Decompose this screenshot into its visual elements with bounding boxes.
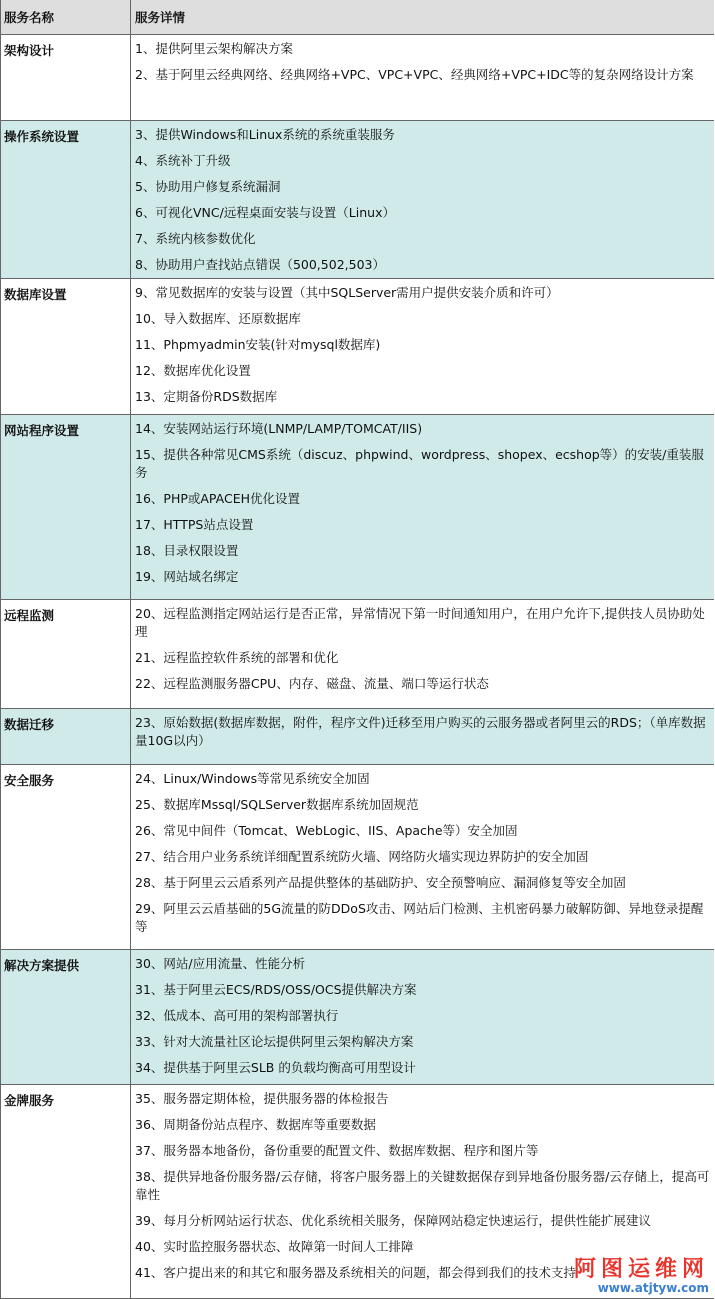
service-item: 10、导入数据库、还原数据库 (135, 311, 301, 326)
service-item: 1、提供阿里云架构解决方案 (135, 41, 293, 56)
service-item: 6、可视化VNC/远程桌面安装与设置（Linux） (135, 205, 395, 220)
service-item: 39、每月分析网站运行状态、优化系统相关服务，保障网站稳定快速运行，提供性能扩展建议 (135, 1213, 651, 1228)
service-details (131, 415, 714, 599)
service-item: 25、数据库Mssql/SQLServer数据库系统加固规范 (135, 797, 419, 812)
service-item: 38、提供异地备份服务器/云存储，将客户服务器上的关键数据保存到异地备份服务器/云存储上，提高可靠性 (135, 1169, 710, 1202)
service-details (131, 279, 714, 414)
service-item: 21、远程监控软件系统的部署和优化 (135, 650, 339, 665)
service-item: 19、网站域名绑定 (135, 569, 239, 584)
service-item: 31、基于阿里云ECS/RDS/OSS/OCS提供解决方案 (135, 982, 417, 997)
service-name: 架构设计 (1, 35, 131, 120)
service-details (131, 121, 714, 278)
table-row (1, 709, 714, 765)
service-item: 32、低成本、高可用的架构部署执行 (135, 1008, 339, 1023)
service-item: 35、服务器定期体检，提供服务器的体检报告 (135, 1091, 389, 1106)
service-item: 29、阿里云云盾基础的5G流量的防DDoS攻击、网站后门检测、主机密码暴力破解防御、异地登录提醒等 (135, 901, 704, 934)
service-item: 37、服务器本地备份，备份重要的配置文件、数据库数据、程序和图片等 (135, 1143, 539, 1158)
service-item: 2、基于阿里云经典网络、经典网络+VPC、VPC+VPC、经典网络+VPC+IDC等的复杂网络设计方案 (135, 67, 694, 82)
table-header (1, 0, 714, 35)
table-row (1, 121, 714, 279)
service-details (131, 709, 714, 764)
service-item: 14、安装网站运行环境(LNMP/LAMP/TOMCAT/IIS) (135, 421, 423, 436)
service-item: 18、目录权限设置 (135, 543, 239, 558)
service-details (131, 765, 714, 949)
service-name: 网站程序设置 (1, 415, 131, 599)
service-item: 22、远程监测服务器CPU、内存、磁盘、流量、端口等运行状态 (135, 676, 489, 691)
service-details (131, 1085, 714, 1298)
service-item: 4、系统补丁升级 (135, 153, 231, 168)
service-item: 28、基于阿里云云盾系列产品提供整体的基础防护、安全预警响应、漏洞修复等安全加固 (135, 875, 626, 890)
service-item: 34、提供基于阿里云SLB 的负载均衡高可用型设计 (135, 1060, 416, 1075)
table-row (1, 950, 714, 1085)
service-item: 7、系统内核参数优化 (135, 231, 256, 246)
watermark-text: 阿图运维网 (573, 1256, 709, 1282)
table-row (1, 35, 714, 121)
service-item: 33、针对大流量社区论坛提供阿里云架构解决方案 (135, 1034, 414, 1049)
watermark-url: www.atjtyw.com (597, 1281, 709, 1295)
service-name: 金牌服务 (1, 1085, 131, 1298)
service-item: 5、协助用户修复系统漏洞 (135, 179, 281, 194)
service-item: 9、常见数据库的安装与设置（其中SQLServer需用户提供安装介质和许可） (135, 285, 559, 300)
table-row (1, 415, 714, 600)
service-item: 23、原始数据(数据库数据，附件，程序文件)迁移至用户购买的云服务器或者阿里云的RDS；（单库数据量10G以内） (135, 715, 706, 748)
service-item: 15、提供各种常见CMS系统（discuz、phpwind、wordpress、shopex、ecshop等）的安装/重装服务 (135, 447, 704, 480)
service-name: 安全服务 (1, 765, 131, 949)
service-item: 36、周期备份站点程序、数据库等重要数据 (135, 1117, 376, 1132)
service-item: 11、Phpmyadmin安装(针对mysql数据库) (135, 337, 381, 352)
service-name: 解决方案提供 (1, 950, 131, 1084)
table-row (1, 600, 714, 709)
service-item: 12、数据库优化设置 (135, 363, 251, 378)
service-item: 13、定期备份RDS数据库 (135, 389, 278, 404)
service-details (131, 600, 714, 708)
service-item: 17、HTTPS站点设置 (135, 517, 254, 532)
service-item: 8、协助用户查找站点错误（500,502,503） (135, 257, 385, 272)
service-item: 40、实时监控服务器状态、故障第一时间人工排障 (135, 1239, 414, 1254)
service-name: 操作系统设置 (1, 121, 131, 278)
header-service-detail: 服务详情 (135, 10, 186, 25)
service-name: 数据库设置 (1, 279, 131, 414)
service-details (131, 35, 714, 120)
service-item: 30、网站/应用流量、性能分析 (135, 956, 306, 971)
table-row (1, 279, 714, 415)
service-item: 24、Linux/Windows等常见系统安全加固 (135, 771, 370, 786)
service-details (131, 950, 714, 1084)
service-name: 数据迁移 (1, 709, 131, 764)
service-item: 3、提供Windows和Linux系统的系统重装服务 (135, 127, 395, 142)
header-service-name: 服务名称 (1, 0, 131, 34)
service-item: 26、常见中间件（Tomcat、WebLogic、IIS、Apache等）安全加固 (135, 823, 518, 838)
service-item: 16、PHP或APACEH优化设置 (135, 491, 301, 506)
service-name: 远程监测 (1, 600, 131, 708)
table-row (1, 765, 714, 950)
service-item: 27、结合用户业务系统详细配置系统防火墙、网络防火墙实现边界防护的安全加固 (135, 849, 589, 864)
service-item: 41、客户提出来的和其它和服务器及系统相关的问题，都会得到我们的技术支持 (135, 1265, 576, 1280)
service-item: 20、远程监测指定网站运行是否正常，异常情况下第一时间通知用户，在用户允许下,提供技人员协助处理 (135, 606, 705, 639)
table-row (1, 1085, 714, 1299)
